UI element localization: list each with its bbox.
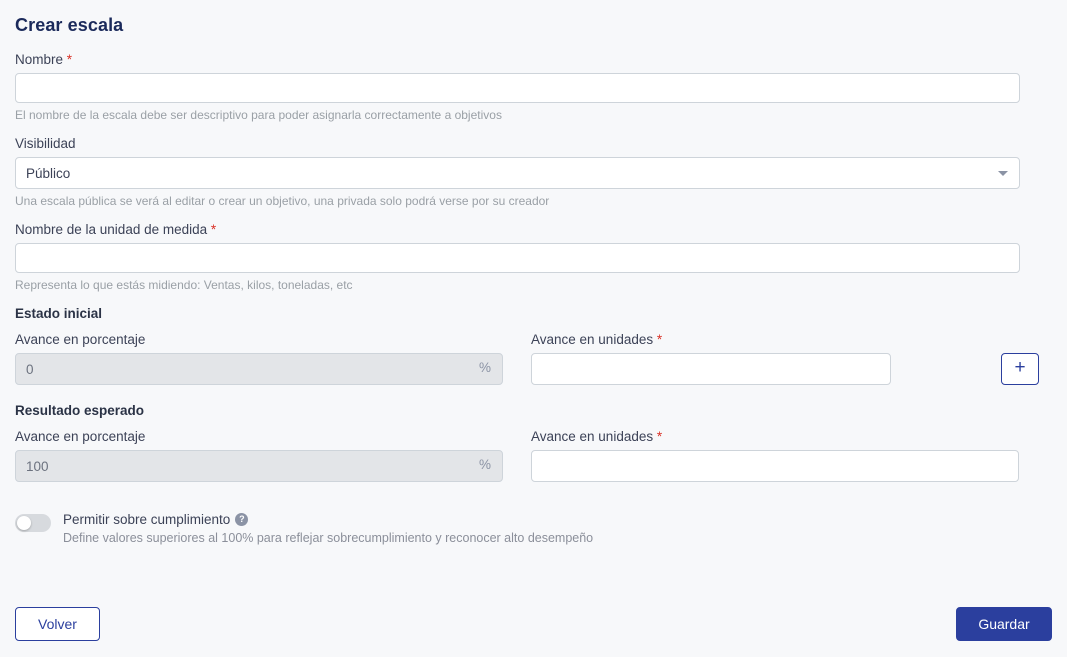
- expected-units-input[interactable]: [531, 450, 1019, 482]
- name-label: [15, 52, 1052, 67]
- visibility-label: Visibilidad: [15, 136, 76, 151]
- expected-result-section-title: Resultado esperado: [15, 403, 145, 418]
- unit-name-label-text: Nombre de la unidad de medida: [15, 222, 208, 237]
- initial-state-section-title: Estado inicial: [15, 306, 103, 321]
- help-icon[interactable]: ?: [235, 513, 248, 526]
- expected-units-label-text: Avance en unidades: [531, 429, 654, 444]
- overachievement-text: [63, 512, 593, 545]
- initial-units-label: [531, 332, 891, 347]
- initial-units-required-mark: *: [656, 332, 663, 347]
- initial-percent-field: [15, 353, 503, 385]
- expected-percent-field: [15, 450, 503, 482]
- chevron-down-icon: [998, 171, 1008, 176]
- percent-sign-icon: %: [478, 457, 491, 472]
- unit-name-label: [15, 222, 1052, 237]
- unit-name-required-mark: *: [210, 222, 217, 237]
- expected-percent-input: [15, 450, 503, 482]
- name-input[interactable]: [15, 73, 1020, 103]
- page-title: Crear escala: [15, 15, 124, 35]
- expected-result-row: [15, 429, 1052, 482]
- initial-percent-input: [15, 353, 503, 385]
- name-label-text: Nombre: [15, 52, 64, 67]
- unit-name-helper: Representa lo que estás midiendo: Ventas, kilos, toneladas, etc: [15, 278, 353, 292]
- add-row-button[interactable]: +: [1001, 353, 1039, 385]
- visibility-select[interactable]: [15, 157, 1020, 189]
- toggle-knob: [17, 516, 31, 530]
- initial-percent-label: Avance en porcentaje: [15, 332, 146, 347]
- visibility-helper: Una escala pública se verá al editar o crear un objetivo, una privada solo podrá verse por su creador: [15, 194, 550, 208]
- name-helper: El nombre de la escala debe ser descriptivo para poder asignarla correctamente a objetivos: [15, 108, 502, 122]
- back-button[interactable]: Volver: [15, 607, 100, 641]
- initial-state-row: [15, 332, 1052, 385]
- initial-units-label-text: Avance en unidades: [531, 332, 654, 347]
- initial-units-group: [531, 332, 891, 385]
- overachievement-label: Permitir sobre cumplimiento: [63, 512, 231, 527]
- overachievement-label-wrap: [63, 512, 593, 527]
- unit-name-input[interactable]: [15, 243, 1020, 273]
- overachievement-description: Define valores superiores al 100% para reflejar sobrecumplimiento y reconocer alto desempeño: [63, 531, 594, 545]
- initial-percent-group: [15, 332, 503, 385]
- percent-sign-icon: %: [478, 360, 491, 375]
- initial-units-input[interactable]: [531, 353, 891, 385]
- overachievement-toggle[interactable]: [15, 514, 51, 532]
- expected-percent-label: Avance en porcentaje: [15, 429, 146, 444]
- expected-units-group: [531, 429, 1019, 482]
- expected-units-required-mark: *: [656, 429, 663, 444]
- name-required-mark: *: [66, 52, 73, 67]
- expected-percent-group: [15, 429, 503, 482]
- footer-actions: [15, 607, 1052, 641]
- expected-units-label: [531, 429, 1019, 444]
- save-button[interactable]: Guardar: [956, 607, 1052, 641]
- visibility-selected-value[interactable]: Público: [15, 157, 1020, 189]
- overachievement-row: [15, 512, 1052, 545]
